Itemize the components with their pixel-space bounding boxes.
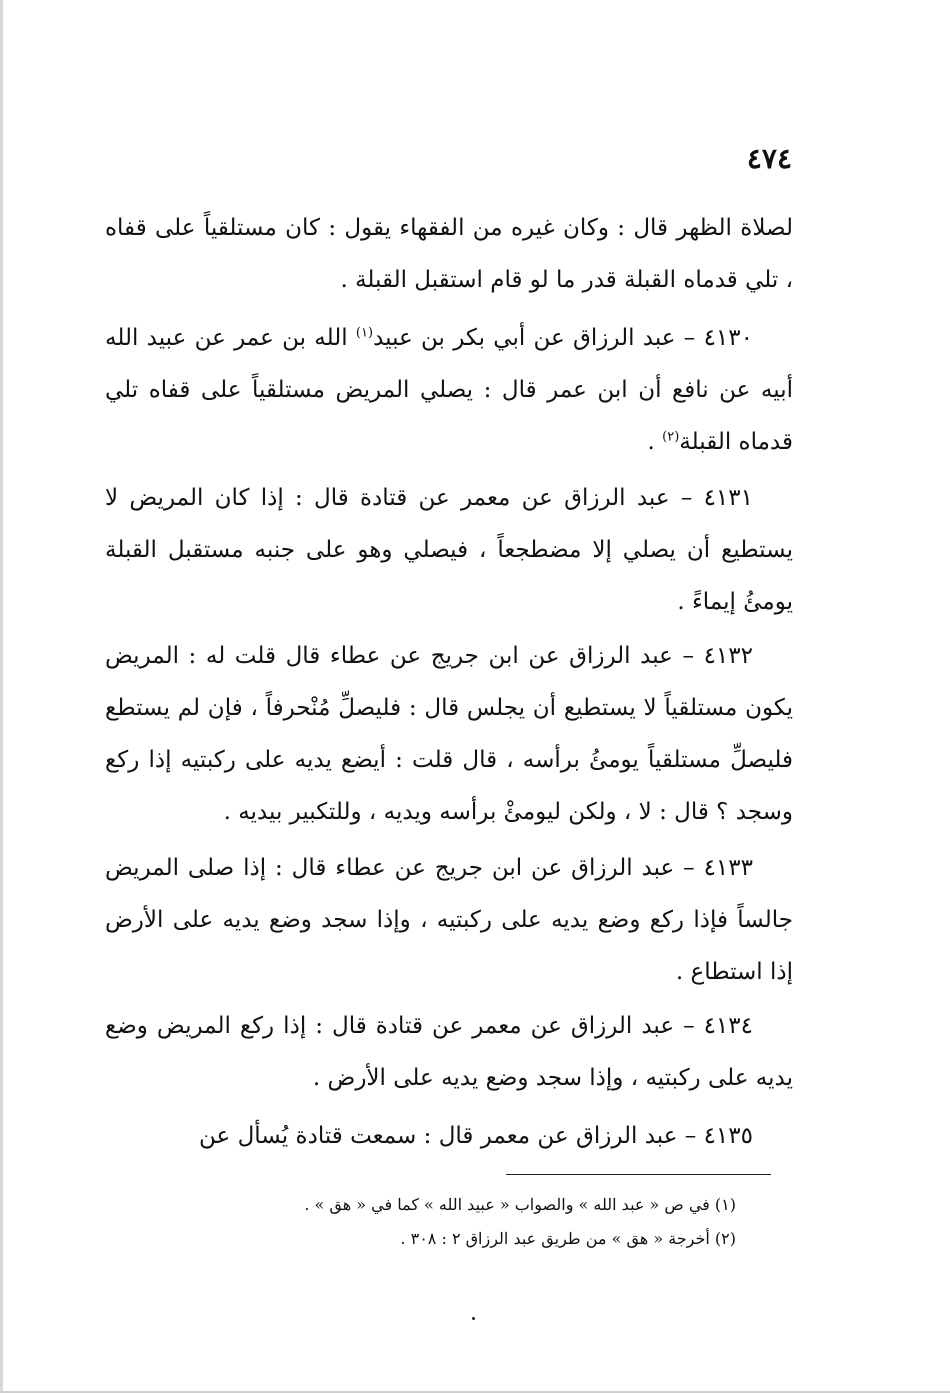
hadith-4130-text-a: ٤١٣٠ – عبد الرزاق عن أبي بكر بن عبيد — [373, 325, 753, 351]
intro-paragraph: لصلاة الظهر قال : وكان غيره من الفقهاء يقول : كان مستلقياً على قفاه ، تلي قدماه القبلة قدر ما لو قام استقبل القبلة . — [105, 215, 793, 293]
footnote-divider — [506, 1174, 771, 1175]
footnote-ref-2: (٢) — [662, 429, 680, 445]
hadith-4132: ٤١٣٢ – عبد الرزاق عن ابن جريج عن عطاء قال قلت له : المريض يكون مستلقياً لا يستطيع أن يجلس قال : فليصلِّ مُنْحرفاً ، فإن لم يستطع فليصلِّ مستلقياً يومئُ برأسه ، قال قلت : أيضع يديه على ركبتيه إذا ركع وسجد ؟ قال : لا ، ولكن ليومئْ برأسه ويديه ، وللتكبير بيديه . — [105, 643, 793, 825]
scan-speck — [472, 1317, 475, 1320]
footnote-ref-1: (١) — [355, 325, 374, 341]
footnotes — [304, 1188, 736, 1256]
hadith-4130-text-b: الله بن عمر عن عبيد الله أبيه عن نافع أن ابن عمر قال : يصلي المريض مستلقياً على قفاه تلي قدماه القبلة — [105, 325, 793, 455]
hadith-4135: ٤١٣٥ – عبد الرزاق عن معمر قال : سمعت قتادة يُسأل عن — [199, 1123, 753, 1149]
hadith-4131: ٤١٣١ – عبد الرزاق عن معمر عن قتادة قال : إذا كان المريض لا يستطيع أن يصلي إلا مضطجعاً ، فيصلي وهو على جنبه مستقبل القبلة يومئُ إيماءً . — [105, 485, 793, 615]
hadith-4130-text-c: . — [647, 429, 663, 455]
hadith-4134: ٤١٣٤ – عبد الرزاق عن معمر عن قتادة قال : إذا ركع المريض وضع يديه على ركبتيه ، وإذا سجد وضع يديه على الأرض . — [105, 1013, 793, 1091]
hadith-4133: ٤١٣٣ – عبد الرزاق عن ابن جريج عن عطاء قال : إذا صلى المريض جالساً فإذا ركع وضع يديه على ركبتيه ، وإذا سجد وضع يديه على الأرض إذا استطاع . — [105, 855, 793, 985]
hadith-4130 — [105, 312, 793, 468]
footnote-1: (١) في ص « عبد الله » والصواب « عبيد الله » كما في « هق » . — [304, 1195, 736, 1214]
footnote-2: (٢) أخرجة « هق » من طريق عبد الرزاق ٢ : ٣٠٨ . — [400, 1229, 736, 1248]
page-number: ٤٧٤ — [746, 142, 792, 175]
scan-edge — [0, 0, 3, 1393]
